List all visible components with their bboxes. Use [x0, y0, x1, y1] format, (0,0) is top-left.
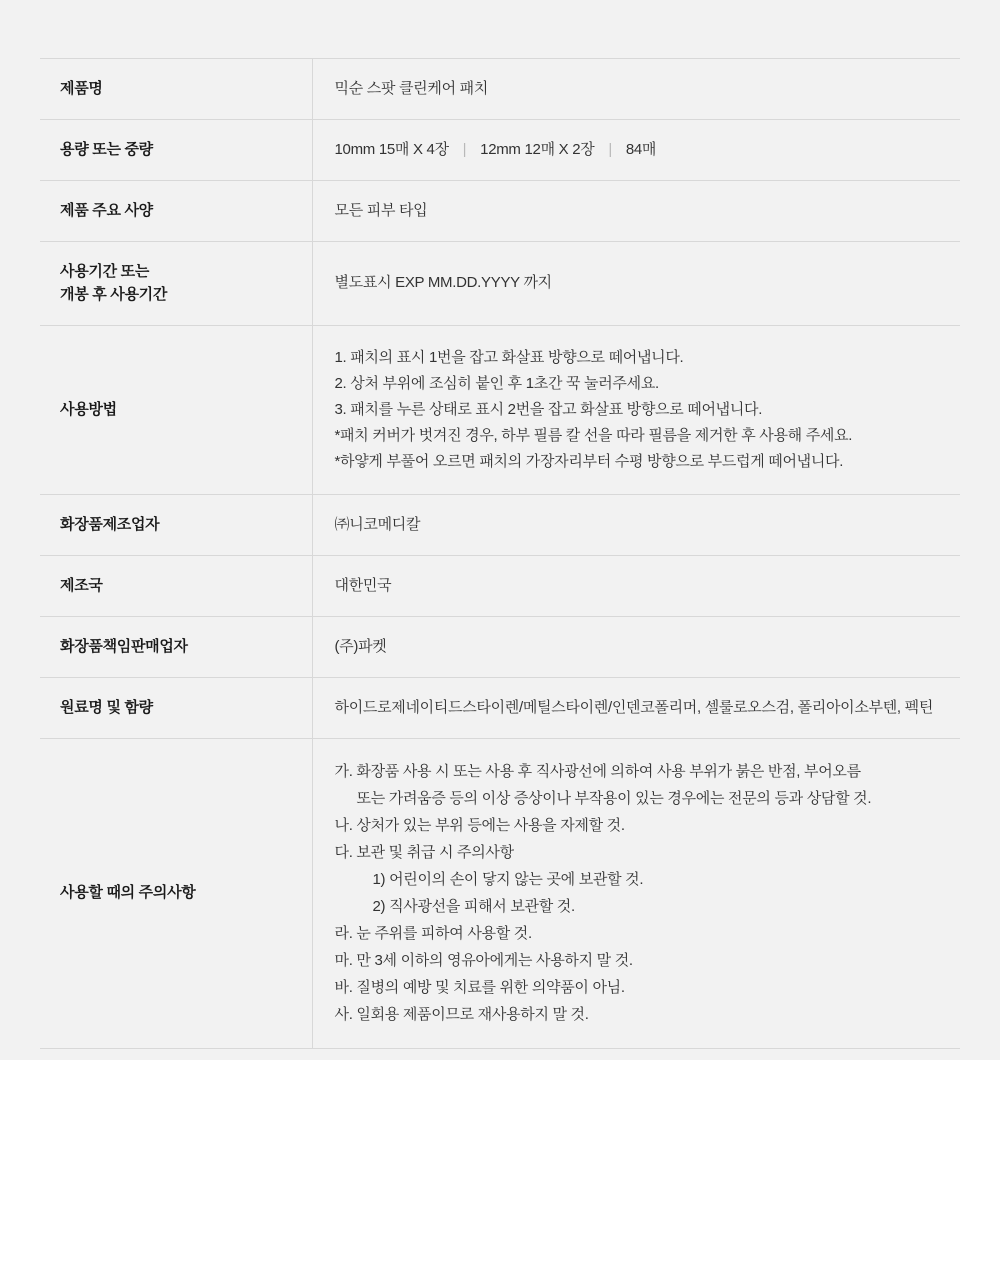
usage-line-4: *패치 커버가 벗겨진 경우, 하부 필름 칼 선을 따라 필름을 제거한 후 사용해 주세요.: [334, 426, 853, 444]
caution-line-5: 1) 어린이의 손이 닿지 않는 곳에 보관할 것.: [372, 870, 644, 888]
volume-segment-1: 10mm 15매 X 4장: [334, 141, 449, 158]
table-row: [40, 555, 960, 616]
row-value-volume: [312, 120, 960, 181]
table-row: [40, 325, 960, 494]
caution-line-3: 나. 상처가 있는 부위 등에는 사용을 자제할 것.: [334, 816, 625, 834]
table-row: [40, 120, 960, 181]
table-row: [40, 677, 960, 738]
row-label-volume: 용량 또는 중량: [40, 120, 312, 181]
usage-line-3: 3. 패치를 누른 상태로 표시 2번을 잡고 화살표 방향으로 떼어냅니다.: [334, 400, 763, 418]
table-row: [40, 738, 960, 1048]
row-label-ingredients: 원료명 및 함량: [40, 677, 312, 738]
row-value-ingredients: 하이드로제네이티드스타이렌/메틸스타이렌/인덴코폴리머, 셀룰로오스검, 폴리아이소부텐, 펙틴: [334, 698, 934, 716]
caution-line-6: 2) 직사광선을 피해서 보관할 것.: [372, 897, 575, 915]
table-row: [40, 616, 960, 677]
table-row: [40, 59, 960, 120]
caution-line-9: 바. 질병의 예방 및 치료를 위한 의약품이 아님.: [334, 978, 625, 996]
row-value-country: 대한민국: [334, 576, 392, 594]
row-value-manufacturer: ㈜니코메디칼: [334, 515, 421, 533]
row-label-expiry-line1: 사용기간 또는: [60, 263, 150, 280]
caution-line-8: 마. 만 3세 이하의 영유아에게는 사용하지 말 것.: [334, 951, 633, 969]
separator-icon: |: [608, 141, 612, 158]
usage-line-1: 1. 패치의 표시 1번을 잡고 화살표 방향으로 떼어냅니다.: [334, 348, 684, 366]
volume-segment-3: 84매: [625, 141, 657, 158]
row-label-how-to-use: 사용방법: [40, 325, 312, 494]
row-label-expiry-line2: 개봉 후 사용기간: [60, 286, 168, 304]
row-label-responsible-seller: 화장품책임판매업자: [40, 616, 312, 677]
row-value-expiry: 별도표시 EXP MM.DD.YYYY 까지: [334, 274, 552, 292]
row-value-how-to-use: [312, 325, 960, 494]
table-row: [40, 494, 960, 555]
table-row: [40, 181, 960, 242]
page-footer-space: [0, 1060, 1000, 1284]
caution-line-1: 가. 화장품 사용 시 또는 사용 후 직사광선에 의하여 사용 부위가 붉은 반점, 부어오름: [334, 762, 861, 780]
row-label-expiry: [40, 242, 312, 326]
caution-line-4: 다. 보관 및 취급 시 주의사항: [334, 843, 514, 861]
row-value-product-name: 믹순 스팟 클린케어 패치: [334, 80, 489, 97]
caution-line-10: 사. 일회용 제품이므로 재사용하지 말 것.: [334, 1005, 589, 1023]
separator-icon: |: [462, 141, 467, 158]
table-row: [40, 242, 960, 326]
row-label-main-spec: 제품 주요 사양: [40, 181, 312, 242]
volume-segment-2: 12mm 12매 X 2장: [480, 141, 595, 158]
caution-line-2: 또는 가려움증 등의 이상 증상이나 부작용이 있는 경우에는 전문의 등과 상담할 것.: [356, 789, 872, 807]
usage-line-2: 2. 상처 부위에 조심히 붙인 후 1초간 꾹 눌러주세요.: [334, 374, 659, 392]
usage-line-5: *하얗게 부풀어 오르면 패치의 가장자리부터 수평 방향으로 부드럽게 떼어냅니다.: [334, 452, 844, 470]
row-label-manufacturer: 화장품제조업자: [40, 494, 312, 555]
row-value-responsible-seller: (주)파켓: [334, 637, 387, 655]
product-spec-table: [40, 58, 960, 1049]
row-value-cautions: [312, 738, 960, 1048]
row-label-cautions: 사용할 때의 주의사항: [40, 738, 312, 1048]
caution-line-7: 라. 눈 주위를 피하여 사용할 것.: [334, 924, 532, 942]
row-label-country: 제조국: [40, 555, 312, 616]
caution-lines: [335, 760, 945, 1027]
row-value-main-spec: 모든 피부 타입: [334, 202, 428, 219]
row-label-product-name: 제품명: [40, 59, 312, 120]
usage-lines: [335, 346, 945, 474]
